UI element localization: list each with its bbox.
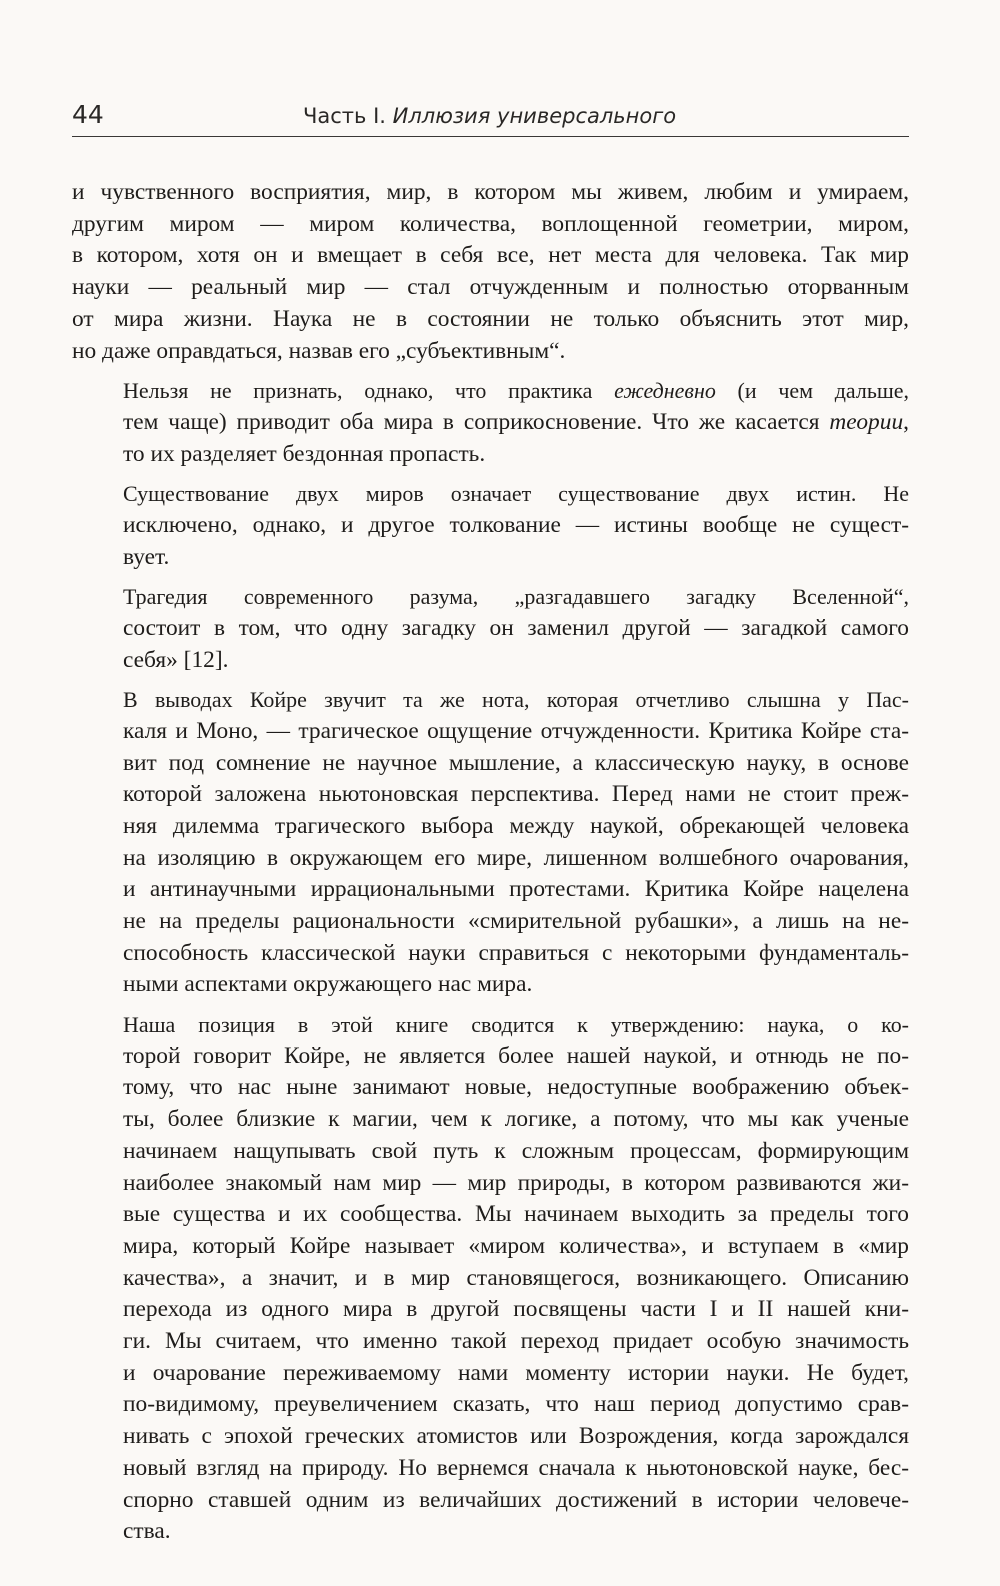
text-line: от мира жизни. Наука не в состоянии не только объяснить этот мир,	[72, 305, 909, 332]
text-line: которой заложена ньютоновская перспектива. Перед нами не стоит преж-	[123, 781, 909, 808]
text-line: ты, более близкие к магии, чем к логике, а потому, что мы как ученые	[123, 1106, 909, 1133]
text-line: качества», а значит, и в мир становящегося, возникающего. Описанию	[123, 1264, 909, 1291]
text-line: себя» [12].	[123, 646, 229, 673]
text-run: тем чаще) приводит оба мира в соприкосновение. Что же касается	[123, 408, 830, 435]
text-line: то их разделяет бездонная пропасть.	[123, 440, 486, 467]
text-run: ,	[903, 408, 909, 435]
text-line: науки — реальный мир — стал отчужденным и полностью оторванным	[72, 274, 909, 301]
body-text	[72, 177, 909, 1556]
text-line: вит под сомнение не научное мышление, а классическую науку, в основе	[123, 749, 909, 776]
text-line: и чувственного восприятия, мир, в котором мы живем, любим и умираем,	[72, 179, 909, 205]
text-line: торой говорит Койре, не является более нашей наукой, и отнюдь не по-	[123, 1042, 909, 1069]
text-line: другим миром — миром количества, воплощенной геометрии, миром,	[72, 210, 909, 237]
paragraph	[72, 581, 909, 676]
text-line: но даже оправдаться, назвав его „субъективным“.	[72, 337, 566, 364]
text-line: нивать с эпохой греческих атомистов или Возрождения, когда зарождался	[123, 1423, 909, 1450]
text-line	[72, 407, 909, 439]
paragraph	[72, 375, 909, 470]
text-line: на изоляцию в окружающем его мире, лишенном волшебного очарования,	[123, 844, 909, 871]
text-line: наиболее знакомый нам мир — мир природы, в котором развиваются жи-	[123, 1169, 909, 1196]
text-line	[72, 375, 909, 407]
text-line: начинаем нащупывать свой путь к сложным процессам, формирующим	[123, 1137, 909, 1164]
text-line: спорно ставшей одним из величайших достижений в истории человече-	[123, 1486, 909, 1513]
part-label: Часть I.	[303, 104, 386, 128]
text-line: состоит в том, что одну загадку он заменил другой — загадкой самого	[123, 614, 909, 641]
text-line: и очарование переживаемому нами моменту истории науки. Не будет,	[123, 1359, 909, 1386]
text-line: вует.	[123, 543, 170, 570]
text-line: ги. Мы считаем, что именно такой переход придает особую значимость	[123, 1328, 909, 1355]
italic-term: теории	[829, 408, 904, 435]
text-line: Трагедия современного разума, „разгадавшего загадку Вселенной“,	[123, 584, 909, 610]
text-line: в котором, хотя он и вмещает в себя все, нет места для человека. Так мир	[72, 242, 909, 269]
text-line: не на пределы рациональности «смирительной рубашки», а лишь на не-	[123, 908, 909, 935]
text-line: Существование двух миров означает существование двух истин. Не	[123, 481, 909, 507]
text-line: и антинаучными иррациональными протестами. Критика Койре нацелена	[123, 876, 909, 903]
text-line: ными аспектами окружающего нас мира.	[123, 971, 533, 998]
text-line: В выводах Койре звучит та же нота, которая отчетливо слышна у Пас-	[123, 687, 909, 713]
text-line: мира, который Койре называет «миром количества», и вступаем в «мир	[123, 1232, 909, 1259]
text-line: способность классической науки справиться с некоторыми фундаменталь-	[123, 939, 909, 966]
paragraph	[72, 1009, 909, 1548]
text-run: (и чем дальше,	[715, 378, 910, 404]
page-number: 44	[72, 100, 104, 129]
paragraph	[72, 684, 909, 1001]
text-line: новый взгляд на природу. Но вернемся сначала к ньютоновской науке, бес-	[123, 1454, 909, 1481]
italic-term: ежедневно	[614, 378, 716, 404]
text-line: исключено, однако, и другое толкование — истины вообще не сущест-	[123, 511, 909, 538]
part-title: Иллюзия универсального	[392, 104, 677, 128]
text-line: тому, что нас ныне занимают новые, недоступные воображению объек-	[123, 1074, 909, 1101]
text-line: по-видимому, преувеличением сказать, что наш период допустимо срав-	[123, 1391, 909, 1418]
paragraph	[72, 478, 909, 573]
running-head	[72, 100, 909, 137]
text-line: вые существа и их сообщества. Мы начинаем выходить за пределы того	[123, 1201, 909, 1228]
text-line: Наша позиция в этой книге сводится к утверждению: наука, о ко-	[123, 1012, 909, 1038]
text-line: перехода из одного мира в другой посвящены части I и II нашей кни-	[123, 1296, 909, 1323]
text-line: каля и Моно, — трагическое ощущение отчужденности. Критика Койре ста-	[123, 717, 909, 744]
section-title	[303, 104, 676, 128]
paragraph	[72, 177, 909, 367]
text-run: Нельзя не признать, однако, что практика	[123, 378, 615, 404]
text-line: няя дилемма трагического выбора между наукой, обрекающей человека	[123, 812, 909, 839]
text-line: ства.	[123, 1518, 171, 1545]
